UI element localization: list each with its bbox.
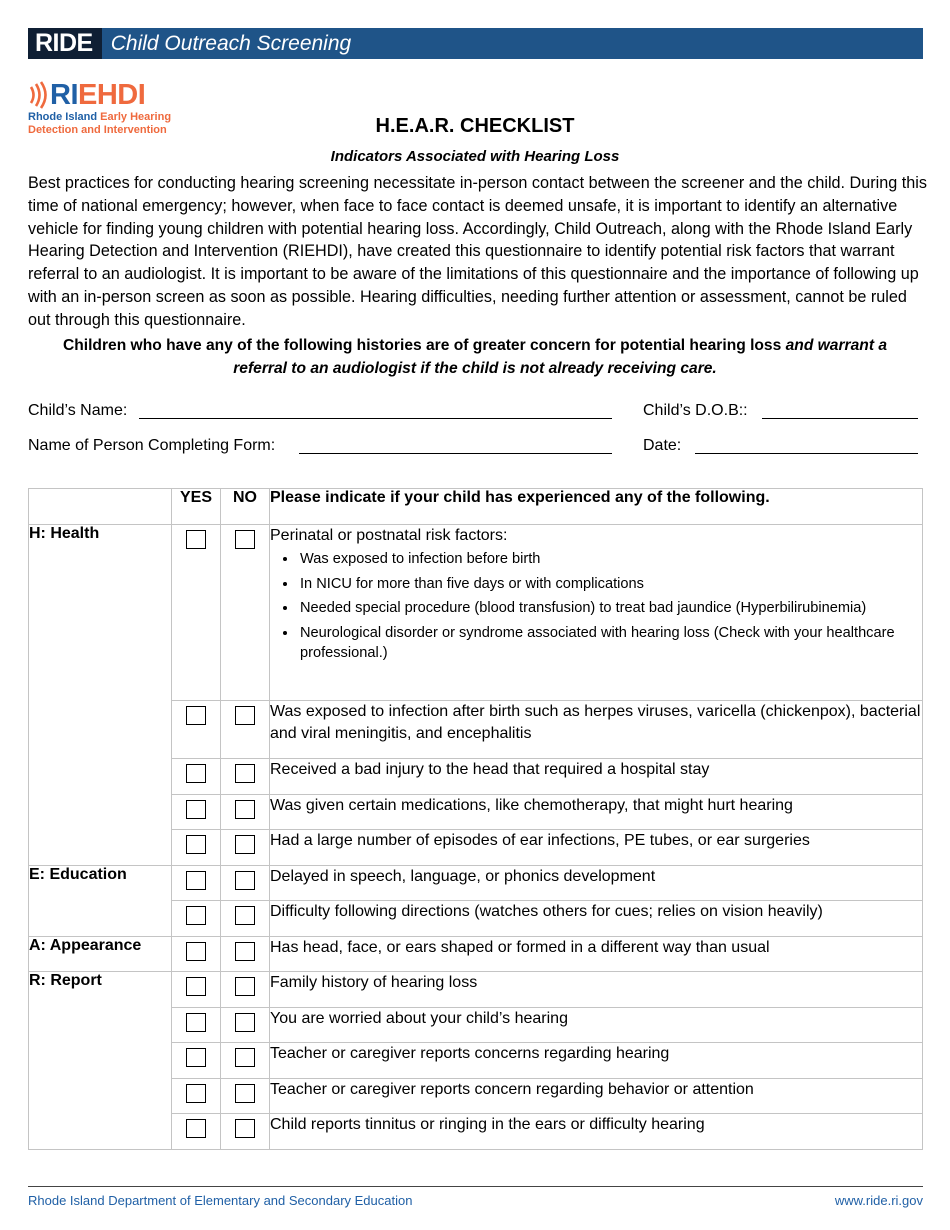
category-appearance: A: Appearance	[29, 936, 172, 972]
no-checkbox[interactable]	[235, 706, 255, 725]
question-text: Child reports tinnitus or ringing in the ears or difficulty hearing	[270, 1114, 923, 1150]
date-field[interactable]	[695, 453, 918, 454]
date-label: Date:	[643, 437, 682, 454]
yes-checkbox[interactable]	[186, 906, 206, 925]
no-checkbox[interactable]	[235, 1048, 255, 1067]
child-dob-label: Child’s D.O.B::	[643, 402, 748, 419]
perinatal-list	[270, 549, 922, 664]
no-checkbox[interactable]	[235, 977, 255, 996]
table-row	[29, 936, 923, 972]
question-text: Teacher or caregiver reports concern regarding behavior or attention	[270, 1078, 923, 1114]
table-row	[29, 865, 923, 901]
completer-name-label: Name of Person Completing Form:	[28, 437, 276, 454]
ride-logo: RIDE	[28, 28, 102, 59]
no-checkbox[interactable]	[235, 764, 255, 783]
footer-website-link[interactable]: www.ride.ri.gov	[834, 1193, 923, 1208]
no-checkbox[interactable]	[235, 530, 255, 549]
question-header: Please indicate if your child has experienced any of the following.	[270, 489, 923, 525]
table-row	[29, 972, 923, 1008]
yes-checkbox[interactable]	[186, 800, 206, 819]
child-dob-field[interactable]	[762, 418, 918, 419]
question-text: Delayed in speech, language, or phonics development	[270, 865, 923, 901]
riehdi-wordmark: RIEHDI	[50, 79, 146, 111]
category-report: R: Report	[29, 972, 172, 1150]
question-text: Was exposed to infection after birth such as herpes viruses, varicella (chickenpox), bacterial and viral meningitis, and encephalitis	[270, 701, 923, 759]
no-header: NO	[221, 489, 270, 525]
banner-title: Child Outreach Screening	[110, 31, 352, 55]
question-text: Received a bad injury to the head that required a hospital stay	[270, 759, 923, 795]
no-checkbox[interactable]	[235, 1119, 255, 1138]
yes-header: YES	[172, 489, 221, 525]
yes-checkbox[interactable]	[186, 1119, 206, 1138]
question-text: Had a large number of episodes of ear infections, PE tubes, or ear surgeries	[270, 830, 923, 866]
no-checkbox[interactable]	[235, 942, 255, 961]
intro-paragraph: Best practices for conducting hearing screening necessitate in-person contact between the screener and the child. During this time of national emergency; however, when face to face contact is deemed unsafe, it is important to identify an alternative vehicle for finding young children with potential hearing loss. Accordingly, Child Outreach, along with the Rhode Island Early Hearing Detection and Intervention (RIEHDI), have created this questionnaire to identify potential risk factors that warrant referral to an audiologist. It is important to be aware of the limitations of this questionnaire and the importance of following up with an in-person screen as soon as possible. Hearing difficulties, needing further attention or assessment, cannot be ruled out through this questionnaire.	[28, 174, 927, 329]
category-health: H: Health	[29, 525, 172, 866]
perinatal-heading: Perinatal or postnatal risk factors:	[270, 527, 508, 544]
no-checkbox[interactable]	[235, 800, 255, 819]
yes-checkbox[interactable]	[186, 1048, 206, 1067]
question-text: Has head, face, or ears shaped or formed in a different way than usual	[270, 936, 923, 972]
child-name-field[interactable]	[139, 418, 612, 419]
category-education: E: Education	[29, 865, 172, 936]
page-title: H.E.A.R. CHECKLIST	[375, 115, 575, 137]
table-row	[29, 525, 923, 701]
sound-waves-icon	[28, 81, 50, 109]
page-subtitle: Indicators Associated with Hearing Loss	[330, 148, 620, 165]
question-text: You are worried about your child’s hearing	[270, 1007, 923, 1043]
yes-checkbox[interactable]	[186, 942, 206, 961]
perinatal-question	[270, 525, 923, 701]
yes-checkbox[interactable]	[186, 871, 206, 890]
header-banner	[28, 28, 923, 59]
table-header-row	[29, 489, 923, 525]
hear-checklist-table	[28, 488, 923, 1150]
yes-checkbox[interactable]	[186, 835, 206, 854]
child-name-label: Child’s Name:	[28, 402, 128, 419]
yes-checkbox[interactable]	[186, 977, 206, 996]
question-text: Difficulty following directions (watches others for cues; relies on vision heavily)	[270, 901, 923, 937]
yes-checkbox[interactable]	[186, 1084, 206, 1103]
yes-checkbox[interactable]	[186, 764, 206, 783]
no-checkbox[interactable]	[235, 906, 255, 925]
list-item: • Needed special procedure (blood transfusion) to treat bad jaundice (Hyperbilirubinemia)	[298, 598, 922, 619]
footer-divider	[28, 1186, 923, 1187]
no-checkbox[interactable]	[235, 871, 255, 890]
completer-name-field[interactable]	[299, 453, 612, 454]
no-checkbox[interactable]	[235, 1013, 255, 1032]
footer-department: Rhode Island Department of Elementary and Secondary Education	[28, 1193, 413, 1208]
yes-checkbox[interactable]	[186, 1013, 206, 1032]
riehdi-tagline: Rhode Island Early Hearing Detection and Intervention	[28, 111, 172, 136]
referral-statement: Children who have any of the following histories are of greater concern for potential hearing loss and warrant a referral to an audiologist if the child is not already receiving care.	[62, 337, 888, 377]
yes-checkbox[interactable]	[186, 530, 206, 549]
question-text: Teacher or caregiver reports concerns regarding hearing	[270, 1043, 923, 1079]
list-item: • Neurological disorder or syndrome associated with hearing loss (Check with your healthcare professional.)	[298, 623, 922, 664]
category-header	[29, 489, 172, 525]
list-item: • Was exposed to infection before birth	[298, 549, 922, 570]
no-checkbox[interactable]	[235, 835, 255, 854]
no-checkbox[interactable]	[235, 1084, 255, 1103]
list-item: • In NICU for more than five days or with complications	[298, 574, 922, 595]
question-text: Was given certain medications, like chemotherapy, that might hurt hearing	[270, 794, 923, 830]
yes-checkbox[interactable]	[186, 706, 206, 725]
question-text: Family history of hearing loss	[270, 972, 923, 1008]
